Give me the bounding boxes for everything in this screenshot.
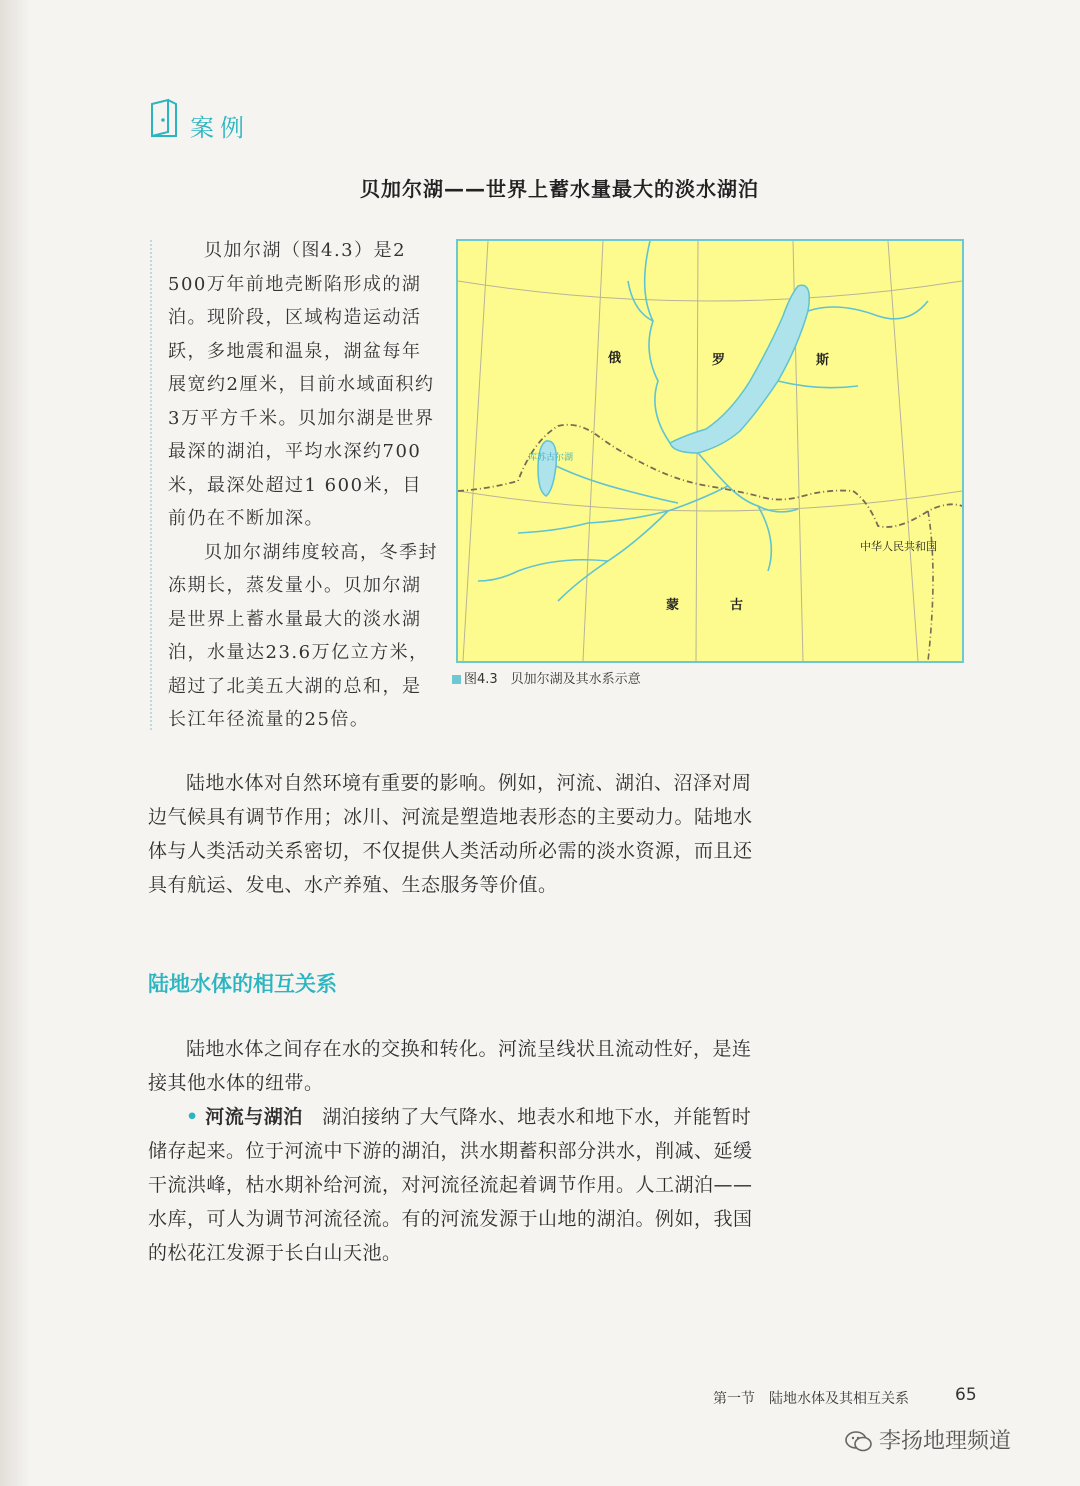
caption-marker-icon — [452, 675, 461, 684]
case-paragraph-1: 贝加尔湖（图4.3）是2 500万年前地壳断陷形成的湖泊。现阶段，区域构造运动活跃，多地震和温泉，湖盆每年展宽约2厘米，目前水域面积约3万平方千米。贝加尔湖是世界最深的湖泊，平均水深约700米，最深处超过1 600米，目前仍在不断加深。 — [168, 240, 435, 529]
case-box-border — [150, 240, 154, 730]
watermark — [845, 1424, 1011, 1455]
footer-section-title: 第一节 陆地水体及其相互关系 — [713, 1391, 909, 1407]
section-heading: 陆地水体的相互关系 — [148, 972, 337, 996]
label-russia-3: 斯 — [816, 353, 830, 368]
figure-caption-text: 图4.3 贝加尔湖及其水系示意 — [464, 672, 641, 687]
case-title: 贝加尔湖——世界上蓄水量最大的淡水湖泊 — [360, 177, 759, 201]
wechat-icon — [845, 1430, 873, 1454]
bullet-icon: • — [186, 1106, 199, 1128]
lake-baikal — [670, 285, 809, 453]
case-paragraph-2: 贝加尔湖纬度较高，冬季封冻期长，蒸发量小。贝加尔湖是世界上蓄水量最大的淡水湖泊，水量达23.6万亿立方米，超过了北美五大湖的总和，是长江年径流量的25倍。 — [168, 541, 438, 730]
page-number: 65 — [955, 1385, 977, 1405]
intro-paragraph: 陆地水体对自然环境有重要的影响。例如，河流、湖泊、沼泽对周边气候具有调节作用；冰川、河流是塑造地表形态的主要动力。陆地水体与人类活动关系密切，不仅提供人类活动所必需的淡水资源，而且还具有航运、发电、水产养殖、生态服务等价值。 — [148, 772, 753, 896]
figure-caption — [452, 668, 641, 687]
baikal-map — [456, 239, 964, 663]
bullet-term: 河流与湖泊 — [205, 1106, 303, 1128]
label-lake-khovsgol: 库苏古尔湖 — [528, 453, 574, 463]
label-mongolia-2: 古 — [730, 598, 744, 613]
bullet-text: 湖泊接纳了大气降水、地表水和地下水，并能暂时储存起来。位于河流中下游的湖泊，洪水期蓄积部分洪水，削减、延缓干流洪峰，枯水期补给河流，对河流径流起着调节作用。人工湖泊——水库，可人为调节河流径流。有的河流发源于山地的湖泊。例如，我国的松花江发源于长白山天池。 — [148, 1106, 753, 1264]
case-book-icon — [148, 98, 180, 138]
label-russia-1: 俄 — [608, 351, 622, 366]
watermark-text: 李扬地理频道 — [879, 1429, 1012, 1454]
case-label: 案例 — [190, 114, 250, 142]
border-east — [928, 511, 933, 661]
case-text — [168, 234, 438, 737]
label-china: 中华人民共和国 — [860, 540, 937, 553]
intro-block — [148, 766, 768, 902]
section-block — [148, 1032, 768, 1270]
label-mongolia-1: 蒙 — [666, 598, 680, 613]
bullet-paragraph — [148, 1100, 768, 1270]
section-paragraph: 陆地水体之间存在水的交换和转化。河流呈线状且流动性好，是连接其他水体的纽带。 — [148, 1038, 752, 1094]
label-russia-2: 罗 — [712, 353, 726, 368]
page-edge-shadow — [0, 0, 30, 1486]
